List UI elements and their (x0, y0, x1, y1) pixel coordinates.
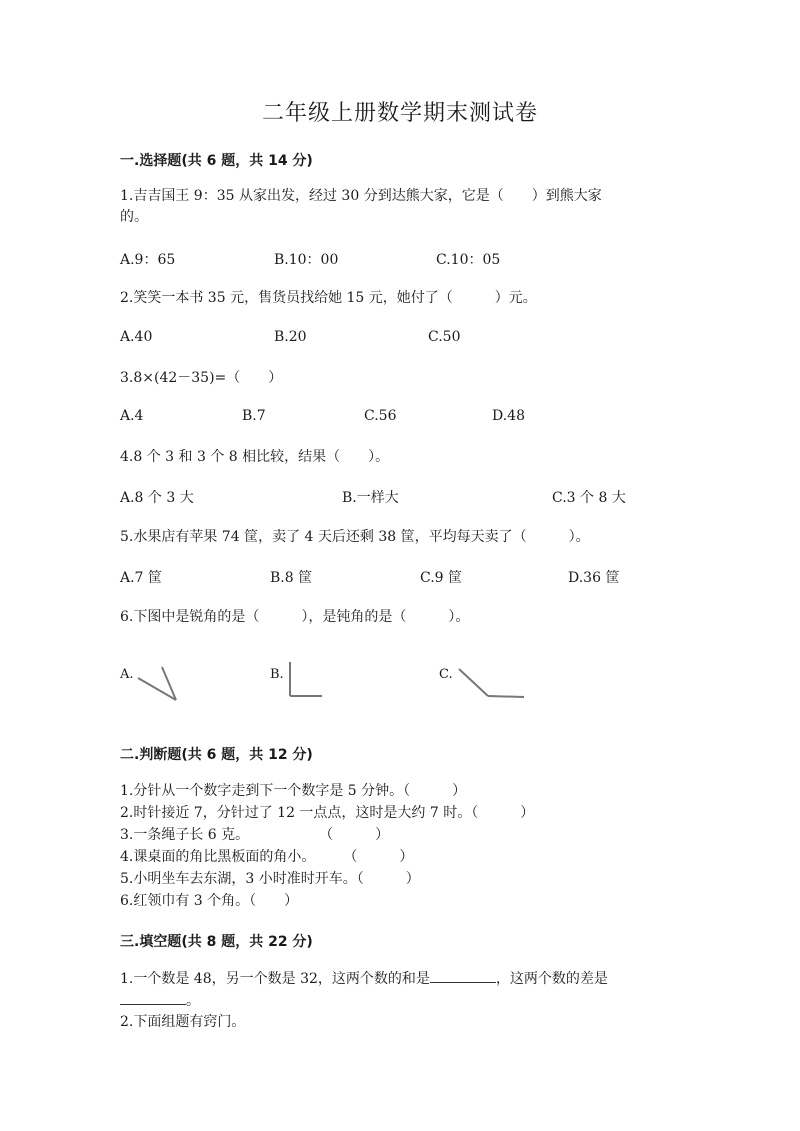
angle-b-label: B. (270, 667, 284, 682)
q4-option-b: B.一样大 (342, 490, 399, 506)
question-3: 3.8×(42－35)=（ ） (120, 370, 283, 386)
angle-c-ray-2 (488, 696, 524, 697)
truefalse-item: 3.一条绳子长 6 克。 （ ） (120, 827, 390, 843)
section-fillblank-heading: 三.填空题(共 8 题，共 22 分) (120, 934, 313, 950)
fill-question-1 (120, 968, 680, 1012)
question-6: 6.下图中是锐角的是（ ），是钝角的是（ ）。 (120, 609, 470, 625)
question-1-line2: 的。 (120, 209, 148, 225)
q3-option-d: D.48 (492, 408, 525, 424)
q5-option-d: D.36 筐 (568, 570, 620, 586)
q2-option-b: B.20 (274, 329, 307, 345)
truefalse-item: 6.红领巾有 3 个角。（ ） (120, 893, 299, 909)
question-4: 4.8 个 3 和 3 个 8 相比较，结果（ ）。 (120, 449, 390, 465)
angle-c-label: C. (439, 667, 453, 682)
q5-option-c: C.9 筐 (420, 570, 463, 586)
truefalse-item: 4.课桌面的角比黑板面的角小。 （ ） (120, 849, 414, 865)
fill-q1-text-1: 1.一个数是 48，另一个数是 32，这两个数的和是 (120, 971, 430, 987)
q3-option-c: C.56 (364, 408, 397, 424)
q1-option-b: B.10：00 (274, 252, 339, 268)
right-angle-figure (286, 660, 326, 700)
angle-c-ray-1 (459, 669, 488, 696)
q2-option-c: C.50 (428, 329, 461, 345)
fill-q1-text-3: 。 (186, 993, 200, 1009)
q2-option-a: A.40 (120, 329, 153, 345)
q3-option-a: A.4 (120, 408, 144, 424)
answer-blank (120, 990, 186, 1005)
fill-question-2: 2.下面组题有窍门。 (120, 1014, 246, 1030)
answer-blank (430, 968, 496, 983)
exam-title: 二年级上册数学期末测试卷 (261, 101, 538, 126)
section-choice-heading: 一.选择题(共 6 题，共 14 分) (120, 153, 313, 169)
truefalse-list (120, 780, 534, 912)
q3-option-b: B.7 (242, 408, 266, 424)
section-truefalse-heading: 二.判断题(共 6 题，共 12 分) (120, 747, 313, 763)
q5-option-b: B.8 筐 (270, 570, 313, 586)
fill-q1-text-2: ，这两个数的差是 (495, 971, 608, 987)
question-1-line1: 1.吉吉国王 9：35 从家出发，经过 30 分到达熊大家，它是（ ）到熊大家 (120, 188, 602, 204)
q1-option-c: C.10：05 (436, 252, 501, 268)
q4-option-c: C.3 个 8 大 (552, 490, 626, 506)
question-2: 2.笑笑一本书 35 元，售货员找给她 15 元，她付了（ ）元。 (120, 290, 537, 306)
q5-option-a: A.7 筐 (120, 570, 162, 586)
truefalse-item: 2.时针接近 7，分针过了 12 一点点，这时是大约 7 时。（ ） (120, 805, 535, 821)
q4-option-a: A.8 个 3 大 (120, 490, 194, 506)
obtuse-angle-figure (456, 666, 528, 702)
question-5: 5.水果店有苹果 74 筐，卖了 4 天后还剩 38 筐，平均每天卖了（ ）。 (120, 529, 590, 545)
truefalse-item: 1.分针从一个数字走到下一个数字是 5 分钟。（ ） (120, 783, 467, 799)
truefalse-item: 5.小明坐车去东湖，3 小时准时开车。（ ） (120, 871, 420, 887)
q1-option-a: A.9：65 (120, 252, 176, 268)
acute-angle-figure (136, 664, 182, 702)
angle-a-label: A. (120, 667, 134, 682)
question-1 (120, 186, 680, 228)
